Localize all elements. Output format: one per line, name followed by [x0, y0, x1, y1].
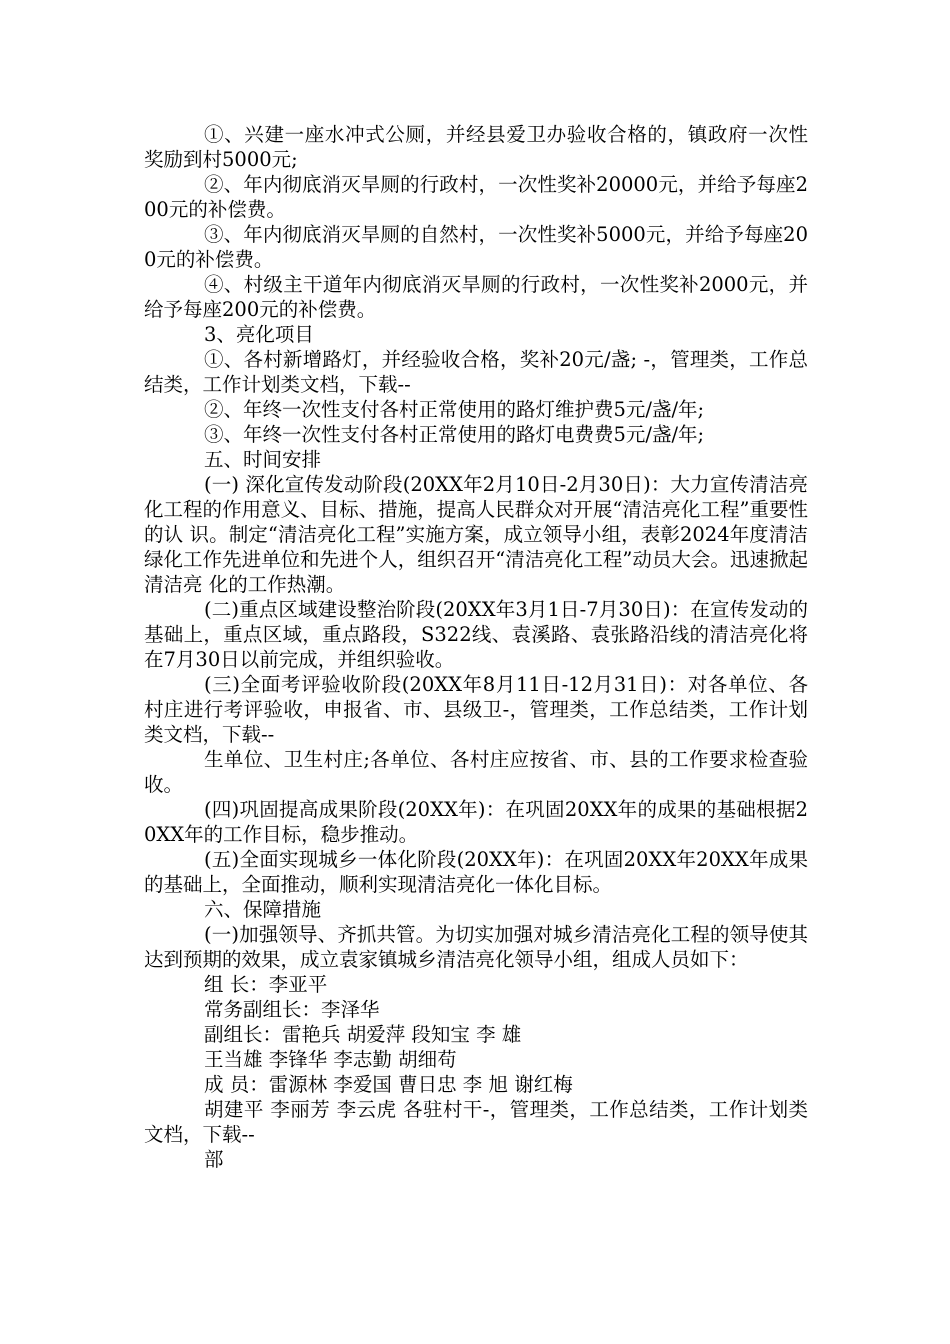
paragraph: ③、年内彻底消灭旱厕的自然村，一次性奖补5000元，并给予每座200元的补偿费。	[144, 223, 808, 271]
paragraph: ③、年终一次性支付各村正常使用的路灯电费费5元/盏/年;	[204, 423, 705, 446]
member-line: 部	[204, 1148, 224, 1171]
member-line: 成 员：雷源林 李爱国 曹日忠 李 旭 谢红梅	[204, 1073, 573, 1096]
member-line: 王当雄 李锋华 李志勤 胡细苟	[204, 1048, 457, 1071]
member-line: 组 长：李亚平	[204, 973, 328, 996]
member-line: 常务副组长：李泽华	[204, 998, 380, 1021]
document-body	[144, 122, 808, 1172]
paragraph: ④、村级主干道年内彻底消灭旱厕的行政村，一次性奖补2000元，并给予每座200元的补偿费。	[144, 273, 808, 321]
paragraph: (一) 深化宣传发动阶段(20XX年2月10日-2月30日)：大力宣传清洁亮化工程的作用意义、目标、措施，提高人民群众对开展“清洁亮化工程”重要性的认 识。制定“清洁亮化工程”实施方案，成立领导小组，表彰2024年度清洁绿化工作先进单位和先进个人，组织召开“清洁亮化工程”动员大会。迅速掀起清洁亮 化的工作热潮。	[144, 473, 808, 596]
paragraph: (四)巩固提高成果阶段(20XX年)：在巩固20XX年的成果的基础根据20XX年的工作目标，稳步推动。	[144, 798, 808, 846]
paragraph: (五)全面实现城乡一体化阶段(20XX年)：在巩固20XX年20XX年成果的基础上，全面推动，顺利实现清洁亮化一体化目标。	[144, 848, 808, 896]
paragraph: ②、年内彻底消灭旱厕的行政村，一次性奖补20000元，并给予每座200元的补偿费。	[144, 173, 808, 221]
member-line: 副组长：雷艳兵 胡爱萍 段知宝 李 雄	[204, 1023, 522, 1046]
section-heading: 六、保障措施	[204, 898, 322, 921]
paragraph: ①、各村新增路灯，并经验收合格，奖补20元/盏; -，管理类，工作总结类，工作计划类文档，下载--	[144, 348, 808, 396]
member-line: 胡建平 李丽芳 李云虎 各驻村干-，管理类，工作总结类，工作计划类文档，下载--	[144, 1098, 808, 1146]
paragraph: (一)加强领导、齐抓共管。为切实加强对城乡清洁亮化工程的领导使其达到预期的效果，成立袁家镇城乡清洁亮化领导小组，组成人员如下：	[144, 923, 808, 971]
paragraph: (二)重点区域建设整治阶段(20XX年3月1日-7月30日)：在宣传发动的基础上，重点区域，重点路段，S322线、袁溪路、袁张路沿线的清洁亮化将在7月30日以前完成，并组织验收。	[144, 598, 808, 671]
paragraph: (三)全面考评验收阶段(20XX年8月11日-12月31日)：对各单位、各村庄进行考评验收，申报省、市、县级卫-，管理类，工作总结类，工作计划类文档，下载--	[144, 673, 808, 746]
paragraph: ②、年终一次性支付各村正常使用的路灯维护费5元/盏/年;	[204, 398, 705, 421]
section-heading: 3、亮化项目	[204, 323, 314, 346]
paragraph: ①、兴建一座水冲式公厕，并经县爱卫办验收合格的，镇政府一次性奖励到村5000元;	[144, 123, 808, 171]
section-heading: 五、时间安排	[204, 448, 322, 471]
paragraph: 生单位、卫生村庄;各单位、各村庄应按省、市、县的工作要求检查验收。	[144, 748, 808, 796]
